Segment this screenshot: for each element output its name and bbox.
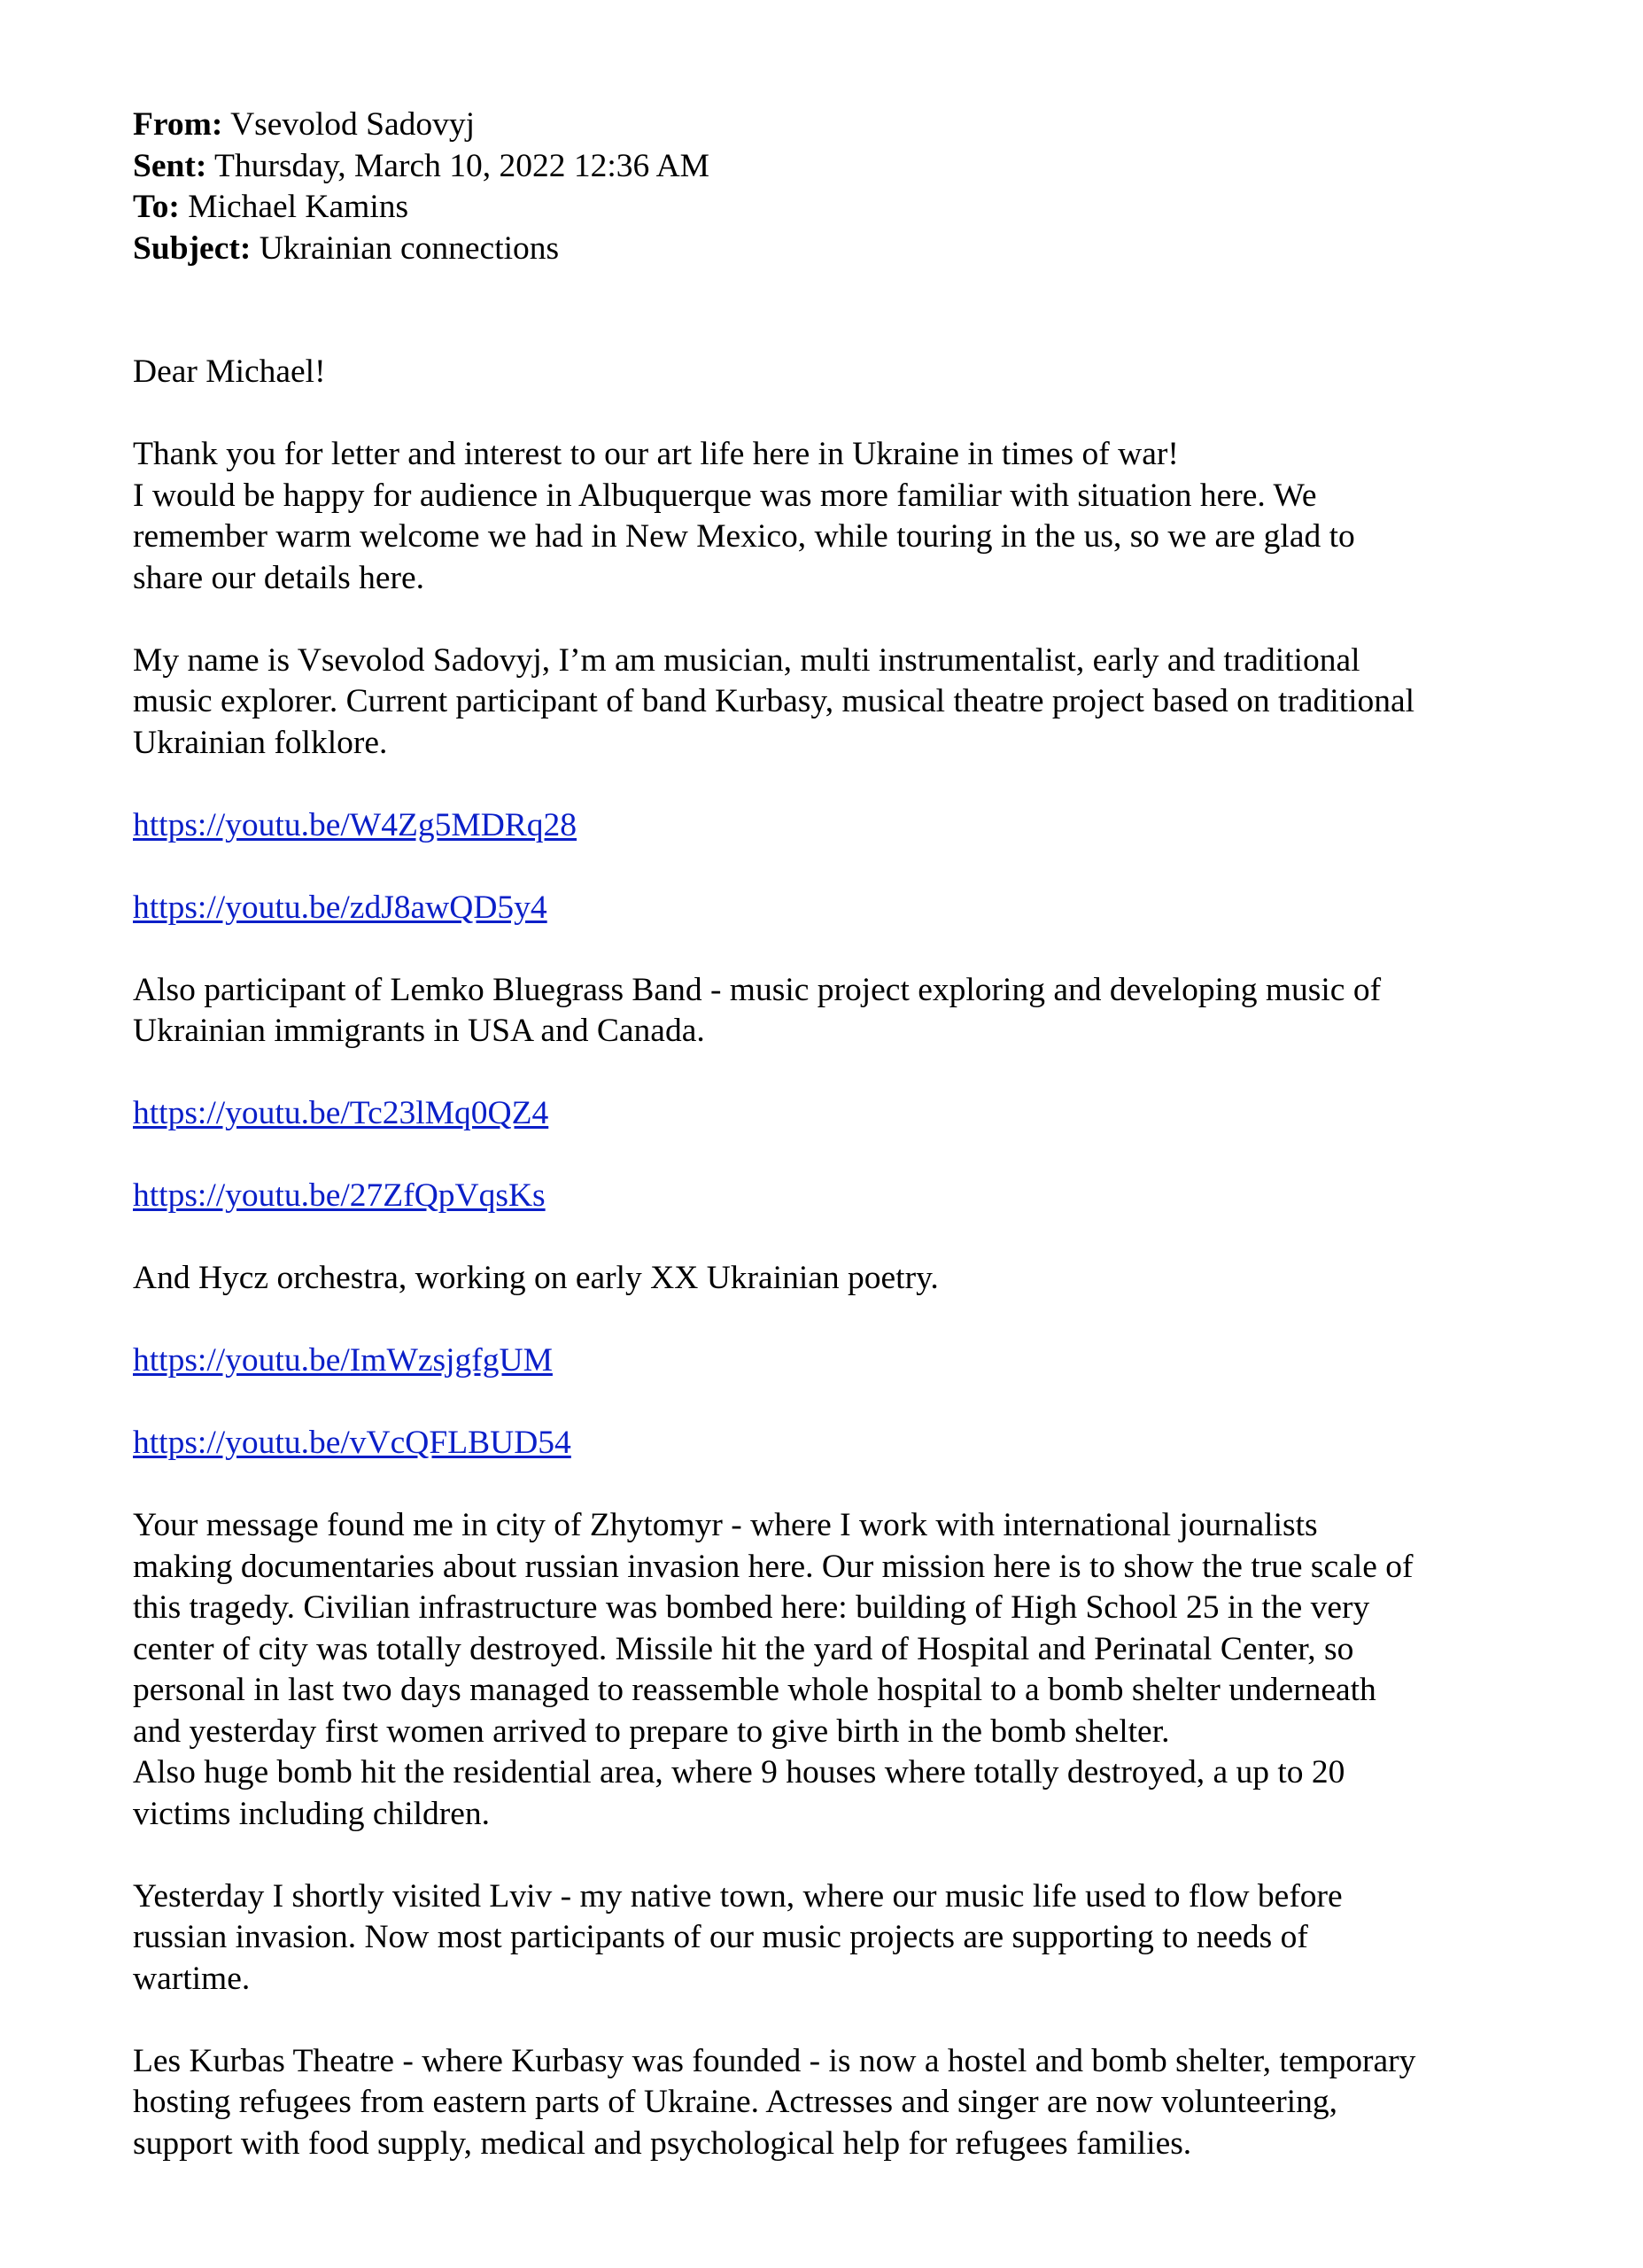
spacer <box>133 1300 1510 1341</box>
spacer <box>133 1835 1510 1876</box>
spacer <box>133 1382 1510 1424</box>
link-line <box>133 1340 1510 1382</box>
youtube-link-kurbasy-2[interactable]: https://youtu.be/zdJ8awQD5y4 <box>133 889 547 926</box>
paragraph-zhytomyr <box>133 1505 1510 1835</box>
subject-label: Subject: <box>133 229 252 267</box>
from-value: Vsevolod Sadovyj <box>230 106 476 143</box>
text-line: Thank you for letter and interest to our art life here in Ukraine in times of war! <box>133 436 1179 472</box>
spacer <box>133 846 1510 888</box>
paragraph-theatre <box>133 2041 1510 2165</box>
link-line <box>133 1423 1510 1464</box>
text-line: this tragedy. Civilian infrastructure was bombed here: building of High School 25 in the very <box>133 1589 1370 1626</box>
text-line: share our details here. <box>133 559 425 596</box>
spacer <box>133 393 1510 435</box>
spacer <box>133 2000 1510 2041</box>
text-line: russian invasion. Now most participants of our music projects are supporting to needs of <box>133 1919 1308 1955</box>
spacer <box>133 928 1510 970</box>
from-row <box>133 105 1510 146</box>
youtube-link-lemko-1[interactable]: https://youtu.be/Tc23lMq0QZ4 <box>133 1095 549 1131</box>
email-header <box>133 105 1510 269</box>
text-line: hosting refugees from eastern parts of Ukraine. Actresses and singer are now volunteering, <box>133 2084 1337 2120</box>
to-value: Michael Kamins <box>188 189 409 225</box>
paragraph-lemko <box>133 970 1510 1052</box>
spacer <box>133 764 1510 805</box>
text-line: music explorer. Current participant of band Kurbasy, musical theatre project based on traditional <box>133 683 1415 719</box>
paragraph-about <box>133 641 1510 765</box>
text-line: and yesterday first women arrived to prepare to give birth in the bomb shelter. <box>133 1713 1170 1750</box>
youtube-link-kurbasy-1[interactable]: https://youtu.be/W4Zg5MDRq28 <box>133 806 577 843</box>
text-line: Les Kurbas Theatre - where Kurbasy was founded - is now a hostel and bomb shelter, temporary <box>133 2042 1416 2079</box>
spacer <box>133 1464 1510 1506</box>
text-line: Your message found me in city of Zhytomyr - where I work with international journalists <box>133 1507 1318 1543</box>
from-label: From: <box>133 106 223 143</box>
text-line: victims including children. <box>133 1795 491 1832</box>
link-line <box>133 805 1510 847</box>
text-line: Also participant of Lemko Bluegrass Band - music project exploring and developing music of <box>133 971 1382 1008</box>
text-line: making documentaries about russian invasion here. Our mission here is to show the true scale of <box>133 1548 1414 1585</box>
text-line: center of city was totally destroyed. Missile hit the yard of Hospital and Perinatal Center, so <box>133 1630 1354 1667</box>
spacer <box>133 1135 1510 1177</box>
spacer <box>133 1217 1510 1259</box>
sent-row <box>133 146 1510 188</box>
text-line: Ukrainian folklore. <box>133 724 388 761</box>
text-line: Yesterday I shortly visited Lviv - my native town, where our music life used to flow before <box>133 1877 1343 1915</box>
youtube-link-hycz-2[interactable]: https://youtu.be/vVcQFLBUD54 <box>133 1425 571 1461</box>
sent-value: Thursday, March 10, 2022 12:36 AM <box>214 147 710 184</box>
to-label: To: <box>133 189 180 225</box>
to-row <box>133 187 1510 229</box>
spacer <box>133 599 1510 641</box>
link-line <box>133 1093 1510 1135</box>
subject-row <box>133 229 1510 270</box>
youtube-link-lemko-2[interactable]: https://youtu.be/27ZfQpVqsKs <box>133 1177 546 1214</box>
paragraph-intro <box>133 434 1510 599</box>
text-line: I would be happy for audience in Albuquerque was more familiar with situation here. We <box>133 477 1317 514</box>
sent-label: Sent: <box>133 147 207 184</box>
text-line: And Hycz orchestra, working on early XX Ukrainian poetry. <box>133 1260 939 1296</box>
spacer <box>133 269 1510 352</box>
text-line: My name is Vsevolod Sadovyj, I’m am musician, multi instrumentalist, early and traditional <box>133 641 1360 679</box>
greeting: Dear Michael! <box>133 353 326 390</box>
text-line: Also huge bomb hit the residential area, where 9 houses where totally destroyed, a up to 20 <box>133 1754 1345 1790</box>
text-line: Ukrainian immigrants in USA and Canada. <box>133 1013 705 1049</box>
paragraph-lviv <box>133 1876 1510 2000</box>
subject-value: Ukrainian connections <box>259 229 560 267</box>
spacer <box>133 1052 1510 1094</box>
paragraph-hycz <box>133 1258 1510 1300</box>
text-line: remember warm welcome we had in New Mexico, while touring in the us, so we are glad to <box>133 518 1355 555</box>
link-line <box>133 888 1510 929</box>
link-line <box>133 1176 1510 1217</box>
youtube-link-hycz-1[interactable]: https://youtu.be/ImWzsjgfgUM <box>133 1342 553 1379</box>
text-line: wartime. <box>133 1960 251 1997</box>
text-line: support with food supply, medical and psychological help for refugees families. <box>133 2124 1192 2162</box>
text-line: personal in last two days managed to reassemble whole hospital to a bomb shelter underneath <box>133 1672 1376 1708</box>
